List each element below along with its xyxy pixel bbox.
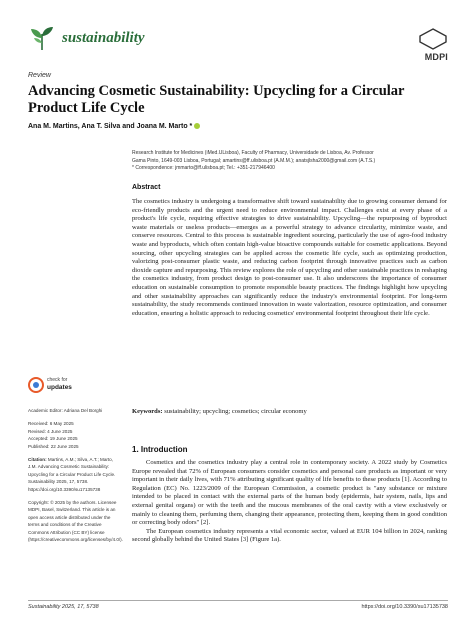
keywords-text: sustainability; upcycling; cosmetics; circular economy bbox=[164, 408, 307, 415]
check-updates-icon bbox=[28, 377, 44, 393]
journal-name[interactable]: sustainability bbox=[62, 30, 145, 46]
academic-editor: Academic Editor: Adriana Del Borghi bbox=[28, 408, 103, 413]
authors-text: Ana M. Martins, Ana T. Silva and Joana M. Marto * bbox=[28, 123, 193, 130]
author-list bbox=[28, 123, 200, 130]
affiliation-line: Research Institute for Medicines (iMed.ULisboa), Faculty of Pharmacy, Universidade de Lisboa, Av. Professor bbox=[132, 150, 374, 156]
mdpi-logo-icon[interactable] bbox=[418, 28, 448, 50]
received-date: Received: 6 May 2025 bbox=[28, 421, 74, 427]
article-type: Review bbox=[28, 72, 51, 79]
footer-citation: Sustainability 2025, 17, 5738 bbox=[28, 604, 99, 610]
revised-date: Revised: 4 June 2025 bbox=[28, 428, 73, 434]
footer-doi-link[interactable]: https://doi.org/10.3390/su17135738 bbox=[361, 604, 448, 610]
article-sidebar bbox=[28, 407, 123, 544]
copyright-text: Copyright: © 2025 by the authors. Licensee MDPI, Basel, Switzerland. This article is an open access article distributed under the terms and conditions of the Creative Commons Attribution (CC BY) license (https://creativecommons.org/licenses/by/4.0/). bbox=[28, 500, 123, 543]
published-date: Published: 22 June 2025 bbox=[28, 443, 79, 449]
section-heading: 1. Introduction bbox=[132, 445, 188, 454]
keywords bbox=[132, 408, 447, 415]
abstract-heading: Abstract bbox=[132, 184, 161, 191]
orcid-icon[interactable] bbox=[194, 123, 200, 129]
citation bbox=[28, 456, 120, 493]
publisher-logo-text: MDPI bbox=[424, 52, 448, 62]
affiliation-line: Gama Pinto, 1649-003 Lisboa, Portugal; amartins@ff.ulisboa.pt (A.M.M.); anatsjlsha2000@gmail.com (A.T.S.) bbox=[132, 157, 376, 164]
journal-logo-icon bbox=[28, 26, 56, 52]
check-updates-line2: updates bbox=[47, 384, 72, 391]
intro-paragraph: Cosmetics and the cosmetics industry play a central role in contemporary society. A 2022 study by Cosmetics Europe revealed that 72% of European consumers consider cosmetics and personal care products as important or very important in their daily lives, with 71% attributing significant quality of life benefits to these products [1]. According to Regulation (EC) No. 1223/2009 of the European Commission, a cosmetic product is "any substance or mixture intended to be placed in contact with the external parts of the human body (epidermis, hair system, nails, lips and external genital organs) or with the teeth and the mucous membranes of the oral cavity with a view exclusively or mainly to cleaning them, perfuming them, changing their appearance, protecting them, keeping them in good condition or correcting body odors" [2]. bbox=[132, 459, 447, 527]
citation-label: Citation: bbox=[28, 457, 47, 463]
page-header bbox=[28, 22, 448, 62]
check-updates-badge[interactable] bbox=[28, 375, 108, 399]
accepted-date: Accepted: 19 June 2025 bbox=[28, 436, 78, 442]
correspondence: * Correspondence: jmmarto@ff.ulisboa.pt; Tel.: +351-217946400 bbox=[132, 165, 275, 171]
affiliations bbox=[132, 150, 452, 173]
introduction-body bbox=[132, 459, 447, 545]
footer-divider bbox=[28, 600, 448, 601]
article-title: Advancing Cosmetic Sustainability: Upcycling for a Circular Product Life Cycle bbox=[28, 83, 405, 116]
citation-text: Martins, A.M.; Silva, A.T.; Marto, J.M. Advancing Cosmetic Sustainability: Upcycling for a Circular Product Life Cycle. Sustainability 2025, 17, 5738. https://doi.org/10.3390/su17135738 bbox=[28, 457, 116, 492]
abstract-text: The cosmetics industry is undergoing a transformative shift toward sustainability due to growing consumer demand for eco-friendly products and the urgent need to reduce environmental impact. Challenges exist at every phase of a product's life cycle, requiring effective strategies to drive sustainability. Upcycling—the repurposing of byproduct waste materials or useless products—emerges as a powerful strategy to advance circularity, minimize waste, and conserve resources. Central to this process is sustainable ingredient sourcing, particularly the use of agro-food industry waste and byproducts, which often contain high-value bioactive compounds suitable for cosmetic applications. Beyond sourcing, other upcycling strategies can be applied across the cosmetic life cycle, such as optimizing production, valorizing post-consumer plastic waste, and reducing carbon footprint through innovative practices such as carbon dioxide capture and repurposing. This review explores the role of upcycling and other sustainable practices in reshaping the cosmetics industry, from product design to post-consumer use. It also underscores the importance of consumer education on sustainable consumption to promote responsible beauty practices. The findings highlight how upcycling and other sustainability approaches can significantly reduce the industry's environmental footprint. For long-term sustainability, the study recommends continued innovation in waste valorization, resource optimization, and consumer education, ensuring a holistic approach to reducing cosmetics' environmental footprint throughout their life cycle. bbox=[132, 198, 447, 317]
check-updates-line1: check for bbox=[47, 377, 68, 383]
intro-paragraph: The European cosmetics industry represents a vital economic sector, valued at EUR 104 billion in 2024, ranking second globally behind the United States [3] (Figure 1a). bbox=[132, 527, 447, 544]
keywords-label: Keywords: bbox=[132, 408, 163, 415]
